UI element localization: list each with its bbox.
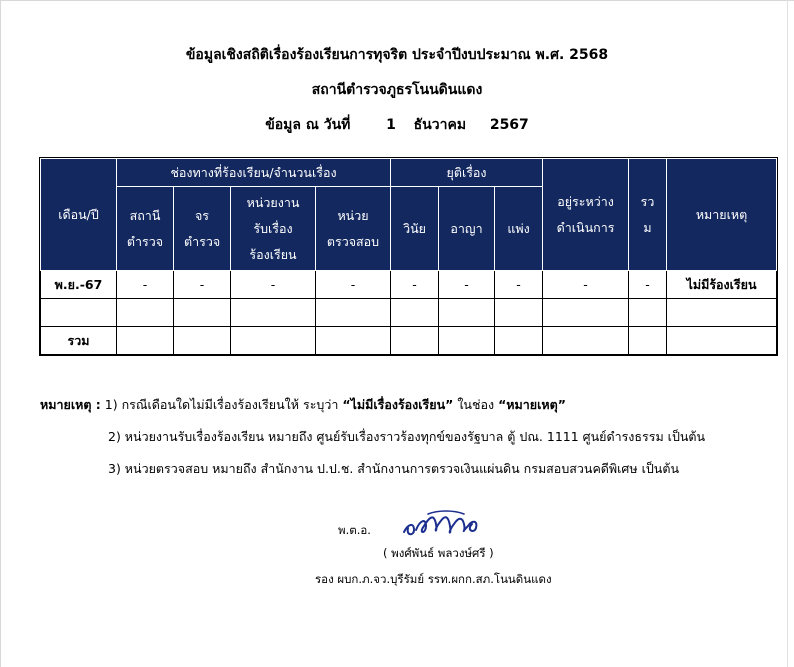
cell-discipline — [391, 299, 439, 327]
document-title: ข้อมูลเชิงสถิติเรื่องร้องเรียนการทุจริต ประจำปีงบประมาณ พ.ศ. 2568 — [185, 47, 609, 63]
as-of-month: ธันวาคม — [413, 117, 467, 133]
cell-civil — [495, 299, 543, 327]
as-of-prefix: ข้อมูล ณ วันที่ — [265, 117, 351, 133]
cell-audit — [316, 327, 391, 355]
table-row — [41, 271, 777, 299]
page-edge-top — [0, 0, 794, 1]
header-remark: หมายเหตุ — [667, 159, 777, 271]
cell-discipline: - — [391, 271, 439, 299]
cell-patrol — [174, 299, 231, 327]
cell-station: - — [117, 271, 174, 299]
note-1-quote-remark: “หมายเหตุ” — [498, 397, 566, 412]
cell-total: - — [629, 271, 667, 299]
note-1 — [40, 396, 566, 414]
header-audit: หน่วย ตรวจสอบ — [316, 187, 391, 271]
signature-rank: พ.ต.อ. — [338, 523, 371, 537]
row-total-label: รวม — [41, 327, 117, 355]
signatory-position: รอง ผบก.ภ.จว.บุรีรัมย์ รรท.ผกก.สภ.โนนดินแดง — [315, 572, 552, 586]
table-row — [41, 299, 777, 327]
header-channel-group: ช่องทางที่ร้องเรียน/จำนวนเรื่อง — [117, 159, 391, 187]
cell-in-progress — [543, 299, 629, 327]
header-agency: หน่วยงาน รับเรื่อง ร้องเรียน — [231, 187, 316, 271]
cell-agency — [231, 327, 316, 355]
cell-in-progress: - — [543, 271, 629, 299]
cell-patrol — [174, 327, 231, 355]
cell-total — [629, 327, 667, 355]
page-edge-right — [787, 0, 788, 667]
cell-civil: - — [495, 271, 543, 299]
cell-station — [117, 299, 174, 327]
row-month — [41, 299, 117, 327]
station-name: สถานีตำรวจภูธรโนนดินแดง — [311, 82, 483, 98]
cell-civil — [495, 327, 543, 355]
as-of-date — [0, 116, 794, 134]
header-station: สถานี ตำรวจ — [117, 187, 174, 271]
table-row-total — [41, 327, 777, 355]
complaint-stats-table — [40, 158, 777, 355]
cell-station — [117, 327, 174, 355]
cell-remark — [667, 327, 777, 355]
header-month: เดือน/ปี — [41, 159, 117, 271]
cell-criminal: - — [439, 271, 495, 299]
cell-audit: - — [316, 271, 391, 299]
note-1-quote-no-complaint: “ไม่มีเรื่องร้องเรียน” — [342, 397, 454, 412]
cell-criminal — [439, 327, 495, 355]
cell-discipline — [391, 327, 439, 355]
header-in-progress: อยู่ระหว่าง ดำเนินการ — [543, 159, 629, 271]
cell-agency — [231, 299, 316, 327]
cell-in-progress — [543, 327, 629, 355]
cell-criminal — [439, 299, 495, 327]
note-label: หมายเหตุ : — [40, 397, 101, 412]
row-month: พ.ย.-67 — [41, 271, 117, 299]
cell-patrol: - — [174, 271, 231, 299]
as-of-year: 2567 — [489, 117, 529, 133]
handwritten-signature — [398, 506, 484, 540]
header-closed-group: ยุติเรื่อง — [391, 159, 543, 187]
note-1-text-a: 1) กรณีเดือนใดไม่มีเรื่องร้องเรียนให้ ระบุว่า — [100, 397, 343, 412]
as-of-day: 1 — [386, 117, 396, 133]
header-civil: แพ่ง — [495, 187, 543, 271]
cell-remark: ไม่มีร้องเรียน — [667, 271, 777, 299]
header-patrol: จร ตำรวจ — [174, 187, 231, 271]
cell-total — [629, 299, 667, 327]
cell-audit — [316, 299, 391, 327]
note-2: 2) หน่วยงานรับเรื่องร้องเรียน หมายถึง ศูนย์รับเรื่องราวร้องทุกข์ของรัฐบาล ตู้ ปณ. 1111 ศูนย์ดำรงธรรม เป็นต้น — [108, 429, 706, 444]
note-3: 3) หน่วยตรวจสอบ หมายถึง สำนักงาน ป.ป.ช. สำนักงานการตรวจเงินแผ่นดิน กรมสอบสวนคดีพิเศษ เป็นต้น — [108, 461, 679, 476]
note-1-text-b: ในช่อง — [453, 397, 499, 412]
header-total: รว ม — [629, 159, 667, 271]
cell-remark — [667, 299, 777, 327]
cell-agency: - — [231, 271, 316, 299]
page-edge-left — [0, 0, 1, 667]
signatory-name: ( พงศ์พันธ์ พลวงษ์ศรี ) — [383, 546, 494, 560]
header-criminal: อาญา — [439, 187, 495, 271]
header-discipline: วินัย — [391, 187, 439, 271]
